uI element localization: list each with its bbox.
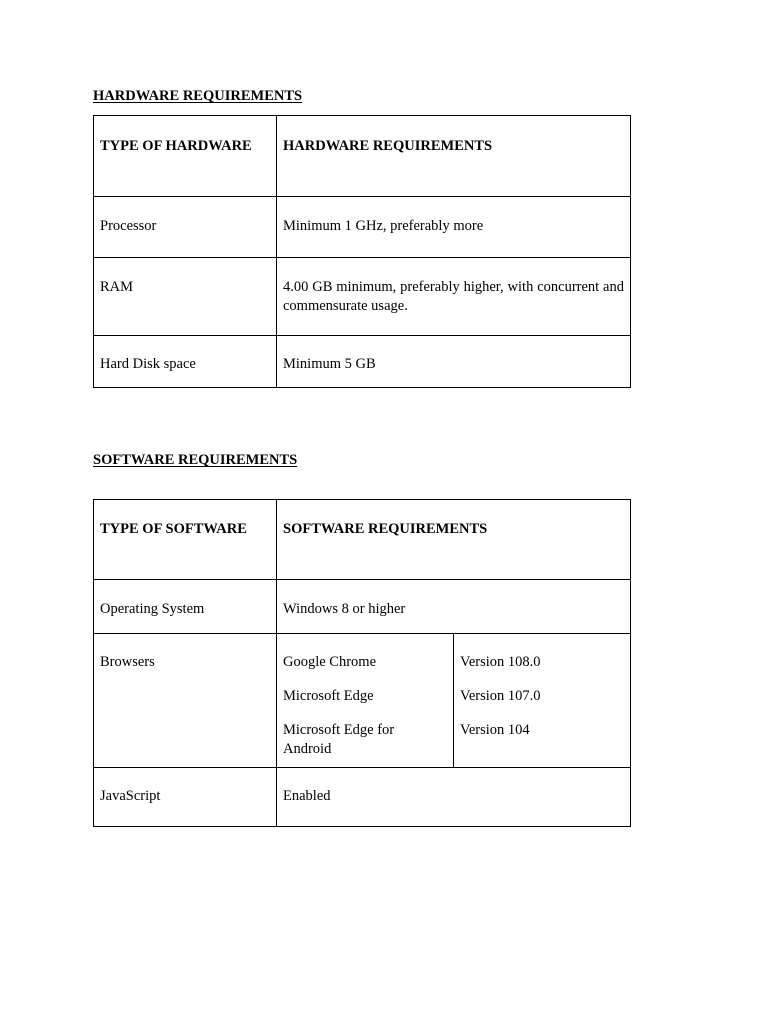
software-requirements-table (93, 499, 631, 827)
table-row (94, 197, 631, 258)
header-type-of-software: TYPE OF SOFTWARE (94, 500, 277, 580)
header-type-of-hardware: TYPE OF HARDWARE (94, 116, 277, 197)
hardware-requirement-cell: Minimum 1 GHz, preferably more (277, 197, 631, 258)
hardware-type-cell: Processor (94, 197, 277, 258)
table-row (94, 258, 631, 336)
browser-version-cell (454, 634, 631, 768)
hardware-section-title: HARDWARE REQUIREMENTS (93, 88, 303, 104)
browser-version: Version 108.0 (460, 654, 541, 670)
software-requirement-cell: Enabled (277, 768, 631, 827)
software-type-cell: JavaScript (94, 768, 277, 827)
browser-name: Microsoft Edge for Android (283, 722, 395, 757)
table-header-row (94, 500, 631, 580)
hardware-requirements-table (93, 115, 631, 388)
browser-name-cell (277, 634, 454, 768)
browser-version: Version 107.0 (460, 688, 541, 704)
table-row (94, 580, 631, 634)
software-type-cell: Browsers (94, 634, 277, 768)
hardware-requirement-cell: Minimum 5 GB (277, 336, 631, 388)
header-software-requirements: SOFTWARE REQUIREMENTS (277, 500, 631, 580)
hardware-type-cell: RAM (94, 258, 277, 336)
table-row (94, 336, 631, 388)
header-hardware-requirements: HARDWARE REQUIREMENTS (277, 116, 631, 197)
table-row (94, 634, 631, 768)
browser-name: Microsoft Edge (283, 688, 374, 704)
table-header-row (94, 116, 631, 197)
software-type-cell: Operating System (94, 580, 277, 634)
software-section-title: SOFTWARE REQUIREMENTS (93, 452, 298, 468)
software-requirement-cell: Windows 8 or higher (277, 580, 631, 634)
hardware-type-cell: Hard Disk space (94, 336, 277, 388)
browser-name: Google Chrome (283, 654, 377, 670)
browser-version: Version 104 (460, 722, 530, 738)
table-row (94, 768, 631, 827)
hardware-requirement-cell: 4.00 GB minimum, preferably higher, with concurrent and commensurate usage. (277, 258, 631, 336)
